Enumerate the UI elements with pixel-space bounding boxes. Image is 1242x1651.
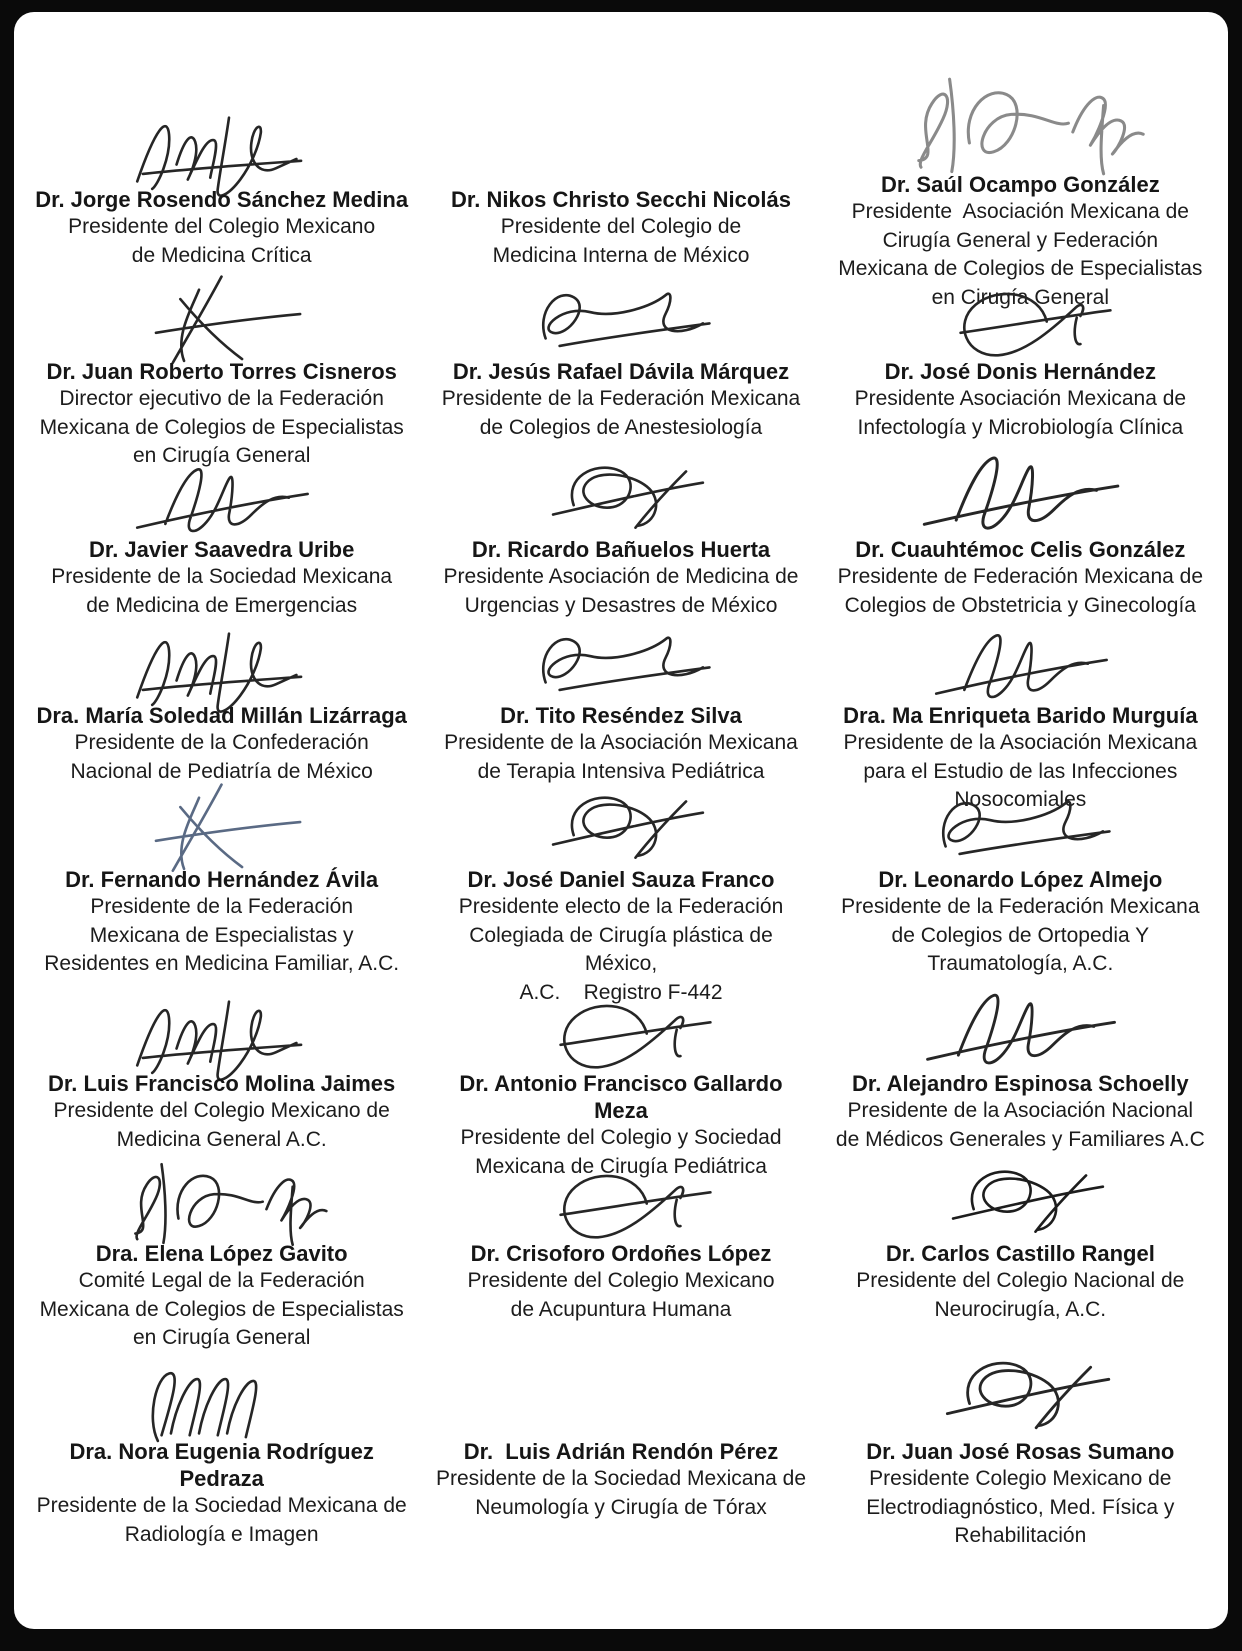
signatory-title-line: Traumatología, A.C. [927, 952, 1114, 975]
signatory-title [44, 893, 399, 979]
signatory-title-line: Nosocomiales [954, 788, 1087, 811]
signatory-title-line: Presidente de la Sociedad Mexicana de [435, 1467, 807, 1490]
signatory-title-line: Presidente electo de la Federación [458, 895, 784, 918]
signatory-title-line: Presidente de la Asociación Mexicana [843, 731, 1198, 754]
signature-area [32, 1394, 411, 1438]
signatory-title-line: para el Estudio de las Infecciones [863, 759, 1178, 783]
signatory-name: Dra. Nora Eugenia Rodríguez Pedraza [69, 1439, 380, 1491]
signatory-name: Dr. Jorge Rosendo Sánchez Medina [35, 187, 409, 212]
signatory-name: Dr. Javier Saavedra Uribe [88, 537, 355, 562]
signatory-title-line: Mexicana de Colegios de Especialistas [39, 415, 404, 439]
signatory-title-line: de Acupuntura Humana [510, 1297, 732, 1321]
signatory-title-line: en Cirugía General [931, 285, 1110, 309]
signatory-title-line: Presidente de la Sociedad Mexicana [51, 565, 393, 588]
signature-area [831, 1008, 1210, 1070]
signatory-name: Dr. Cuauhtémoc Celis González [855, 537, 1186, 562]
signature-area [32, 1008, 411, 1070]
signatory-title [40, 1267, 404, 1353]
signatory-title [68, 213, 375, 270]
signatory-title-line: Cirugía General y Federación [882, 228, 1159, 252]
signature-block [22, 1394, 421, 1551]
signature-area [831, 312, 1210, 358]
signatory-title-line: Presidente Asociación Mexicana de [851, 200, 1189, 223]
signatory-title-line: Radiología e Imagen [124, 1522, 319, 1546]
signatory-name: Dr. Jesús Rafael Dávila Márquez [452, 359, 790, 384]
signature-block [22, 820, 421, 1008]
signatory-title-line: Presidente del Colegio y Sociedad [460, 1126, 782, 1149]
signature-area [431, 480, 810, 536]
signatory-name: Dr. Juan José Rosas Sumano [866, 1439, 1175, 1464]
signatory-title-line: Comité Legal de la Federación [78, 1269, 365, 1292]
signatory-name: Dr. Saúl Ocampo González [880, 172, 1160, 197]
signatory-name: Dr. Alejandro Espinosa Schoelly [852, 1071, 1189, 1096]
signatory-title-line: de Terapia Intensiva Pediátrica [477, 759, 765, 783]
signatory-title-line: Neumología y Cirugía de Tórax [475, 1495, 767, 1519]
signatory-title-line: Rehabilitación [954, 1524, 1087, 1547]
signature-area [831, 480, 1210, 536]
signature-area [831, 652, 1210, 702]
signatory-title-line: en Cirugía General [132, 1326, 311, 1349]
signature-area [431, 652, 810, 702]
signatory-title [855, 385, 1187, 442]
signatory-title-line: Presidente de la Asociación Mexicana [444, 731, 798, 754]
signatory-title-line: Presidente de la Federación [90, 895, 353, 918]
signature-block [421, 1186, 820, 1394]
signature-area [32, 312, 411, 358]
signatory-name: Dr. Tito Reséndez Silva [500, 703, 742, 728]
signature-area [32, 820, 411, 866]
signatory-title [442, 385, 800, 442]
signatory-title-line: Presidente Colegio Mexicano de [869, 1467, 1172, 1490]
signatory-name: Dr. Luis Adrián Rendón Pérez [463, 1439, 779, 1464]
signature-area [32, 480, 411, 536]
signatory-name: Dr. Crisoforo Ordoñes López [470, 1241, 772, 1266]
signatory-title [51, 563, 392, 620]
signatory-title-line: Mexicana de Cirugía Pediátrica [475, 1154, 767, 1178]
signatory-title [444, 729, 798, 786]
signatory-title [866, 1465, 1174, 1551]
signatory-title-line: de Medicina de Emergencias [86, 593, 358, 617]
signature-area [831, 1394, 1210, 1438]
signatory-title-line: Nacional de Pediatría de México [70, 759, 373, 783]
signatory-name: Dr. José Donis Hernández [884, 359, 1157, 384]
signatory-title-line: Presidente de Federación Mexicana de [837, 565, 1204, 588]
signatory-name: Dr. Leonardo López Almejo [878, 867, 1163, 892]
signatory-title-line: Neurocirugía, A.C. [934, 1297, 1107, 1321]
signatory-title-line: Electrodiagnóstico, Med. Física y [866, 1495, 1175, 1519]
signature-area [431, 1008, 810, 1070]
signature-area [431, 312, 810, 358]
signatory-title-line: Presidente de la Sociedad Mexicana de [36, 1494, 407, 1517]
signatory-title-line: Presidente del Colegio de [500, 215, 742, 238]
signatory-title-line: de Colegios de Ortopedia Y [891, 923, 1150, 947]
signatory-title-line: Mexicana de Colegios de Especialistas [838, 257, 1203, 280]
signature-area [431, 820, 810, 866]
signatory-title-line: Presidente del Colegio Mexicano [68, 215, 376, 238]
signatory-title [841, 893, 1199, 979]
signatory-name: Dr. Luis Francisco Molina Jaimes [48, 1071, 396, 1096]
signatory-title-line: en Cirugía General [132, 444, 311, 467]
signatory-title-line: de Colegios de Anestesiología [479, 415, 763, 439]
signatory-name: Dr. Carlos Castillo Rangel [885, 1241, 1155, 1266]
signatory-title [467, 1267, 774, 1324]
signatory-title [838, 563, 1203, 620]
signature-area [431, 40, 810, 186]
signatory-name: Dra. María Soledad Millán Lizárraga [36, 703, 407, 728]
signature-area [431, 1394, 810, 1438]
signatory-title-line: Presidente Asociación Mexicana de [854, 387, 1187, 410]
signatory-title-line: Presidente de la Confederación [74, 731, 369, 754]
signatory-title [37, 1492, 407, 1549]
signatory-title-line: de Medicina Crítica [131, 243, 312, 267]
signature-block [421, 1394, 820, 1551]
signatory-title-line: Colegios de Obstetricia y Ginecología [844, 593, 1196, 617]
document-page [14, 12, 1228, 1629]
signature-block [821, 1394, 1220, 1551]
signatory-name: Dra. Elena López Gavito [95, 1241, 348, 1266]
signatory-title-line: Director ejecutivo de la Federación [59, 387, 384, 410]
signatory-title-line: Presidente del Colegio Nacional de [856, 1269, 1185, 1292]
signatory-title-line: Medicina General A.C. [116, 1127, 327, 1151]
signature-block [421, 820, 820, 1008]
signature-area [32, 1186, 411, 1240]
signatory-name: Dr. José Daniel Sauza Franco [467, 867, 775, 892]
signatory-title-line: Mexicana de Colegios de Especialistas [39, 1297, 404, 1321]
signatory-title [54, 1097, 390, 1154]
signatory-name: Dr. Nikos Christo Secchi Nicolás [451, 187, 791, 212]
signatory-title-line: Colegiada de Cirugía plástica de México, [469, 923, 779, 975]
signatory-title-line: Residentes en Medicina Familiar, A.C. [44, 952, 400, 975]
signature-scribble [860, 66, 1180, 187]
signatory-title [70, 729, 372, 786]
signature-scribble [870, 435, 1170, 552]
signatory-title-line: Presidente de la Asociación Nacional [847, 1099, 1194, 1122]
signatory-title-line: Presidente de la Federación Mexicana [841, 895, 1200, 918]
signatory-title [493, 213, 750, 270]
signature-area [32, 40, 411, 186]
signatory-name: Dr. Fernando Hernández Ávila [65, 867, 379, 892]
signatory-title-line: Presidente del Colegio Mexicano de [53, 1099, 390, 1122]
signatory-title [856, 1267, 1184, 1324]
signatory-title-line: Presidente Asociación de Medicina de [443, 565, 799, 588]
signature-area [431, 1186, 810, 1240]
signature-area [831, 1186, 1210, 1240]
signatory-title-line: de Médicos Generales y Familiares A.C [835, 1127, 1205, 1151]
signatory-title [444, 563, 799, 620]
signatory-title [836, 1097, 1205, 1154]
signatory-name: Dr. Ricardo Bañuelos Huerta [471, 537, 771, 562]
signatory-name: Dr. Antonio Francisco Gallardo Meza [459, 1071, 789, 1123]
signatory-title [436, 1465, 806, 1522]
signature-area [831, 820, 1210, 866]
signatory-name: Dra. Ma Enriqueta Barido Murguía [843, 703, 1198, 728]
signature-area [831, 40, 1210, 171]
signatory-title-line: Urgencias y Desastres de México [464, 593, 778, 617]
signature-area [32, 652, 411, 702]
signatory-title-line: A.C. Registro F-442 [519, 980, 723, 1004]
signatory-title-line: Presidente del Colegio Mexicano [467, 1269, 775, 1292]
signatory-title-line: Presidente de la Federación Mexicana [441, 387, 801, 410]
signatory-name: Dr. Juan Roberto Torres Cisneros [46, 359, 397, 384]
signatory-title-line: Mexicana de Especialistas y [89, 923, 354, 947]
signatories-grid [22, 40, 1220, 1551]
signatory-title-line: Infectología y Microbiología Clínica [857, 415, 1184, 439]
signatory-title-line: Medicina Interna de México [492, 243, 750, 267]
